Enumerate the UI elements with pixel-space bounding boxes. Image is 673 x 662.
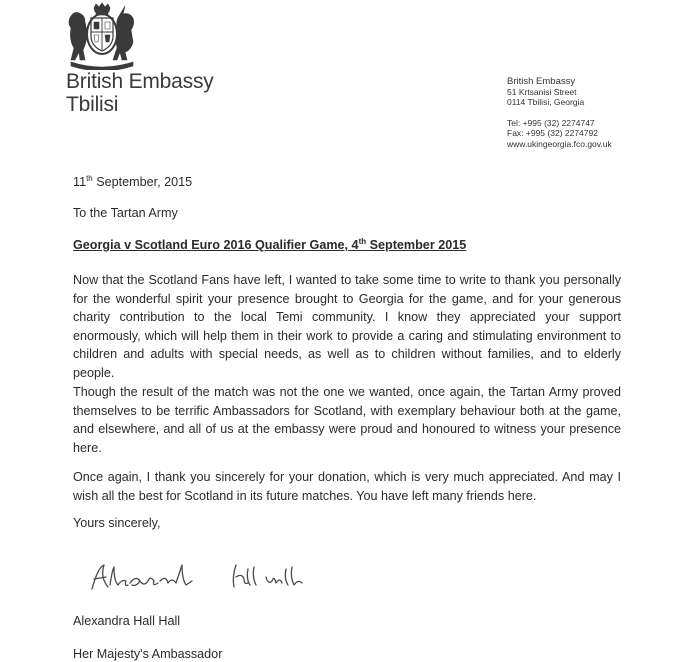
handwritten-signature bbox=[88, 561, 318, 595]
address-street: 51 Krtsanisi Street bbox=[507, 87, 577, 97]
salutation: To the Tartan Army bbox=[73, 206, 178, 220]
embassy-name bbox=[66, 70, 214, 116]
paragraph-3: Once again, I thank you sincerely for your donation, which is very much appreciated. And may I wish all the best for Scotland in its future matches. You have left many friends here. bbox=[73, 470, 621, 503]
signatory-title: Her Majesty's Ambassador bbox=[73, 647, 223, 661]
signatory-name: Alexandra Hall Hall bbox=[73, 614, 181, 628]
address-web: www.ukingeorgia.fco.gov.uk bbox=[507, 138, 612, 149]
address-tel: Tel: +995 (32) 2274747 bbox=[507, 117, 595, 128]
paragraph-1: Now that the Scotland Fans have left, I wanted to take some time to write to thank you personally for the wonderful spirit your presence brought to Georgia for the game, and for your generous charity contribution to the local Temi community. I know they appreciated your support enormously, which will help them in their work to provide a caring and stimulating environment to children and adults with special needs, as well as to children without families, and to elderly people. bbox=[73, 273, 621, 380]
paragraph-2: Though the result of the match was not the one we wanted, once again, the Tartan Army proved themselves to be terrific Ambassadors for Scotland, with exemplary behaviour both at the game, and elsewhere, and all of us at the embassy were proud and honoured to witness your presence here. bbox=[73, 385, 621, 455]
address-fax: Fax: +995 (32) 2274792 bbox=[507, 128, 598, 139]
letter-date: 11th September, 2015 bbox=[73, 174, 193, 189]
address-city: 0114 Tbilisi, Georgia bbox=[507, 97, 585, 108]
closing: Yours sincerely, bbox=[73, 516, 161, 530]
embassy-name-line1: British Embassy bbox=[66, 70, 214, 93]
embassy-name-line2: Tbilisi bbox=[66, 93, 119, 116]
address-block bbox=[507, 76, 667, 149]
address-name: British Embassy bbox=[507, 76, 576, 87]
royal-coat-of-arms-icon bbox=[63, 2, 141, 70]
subject-line: Georgia v Scotland Euro 2016 Qualifier Game, 4th September 2015 bbox=[73, 237, 467, 252]
